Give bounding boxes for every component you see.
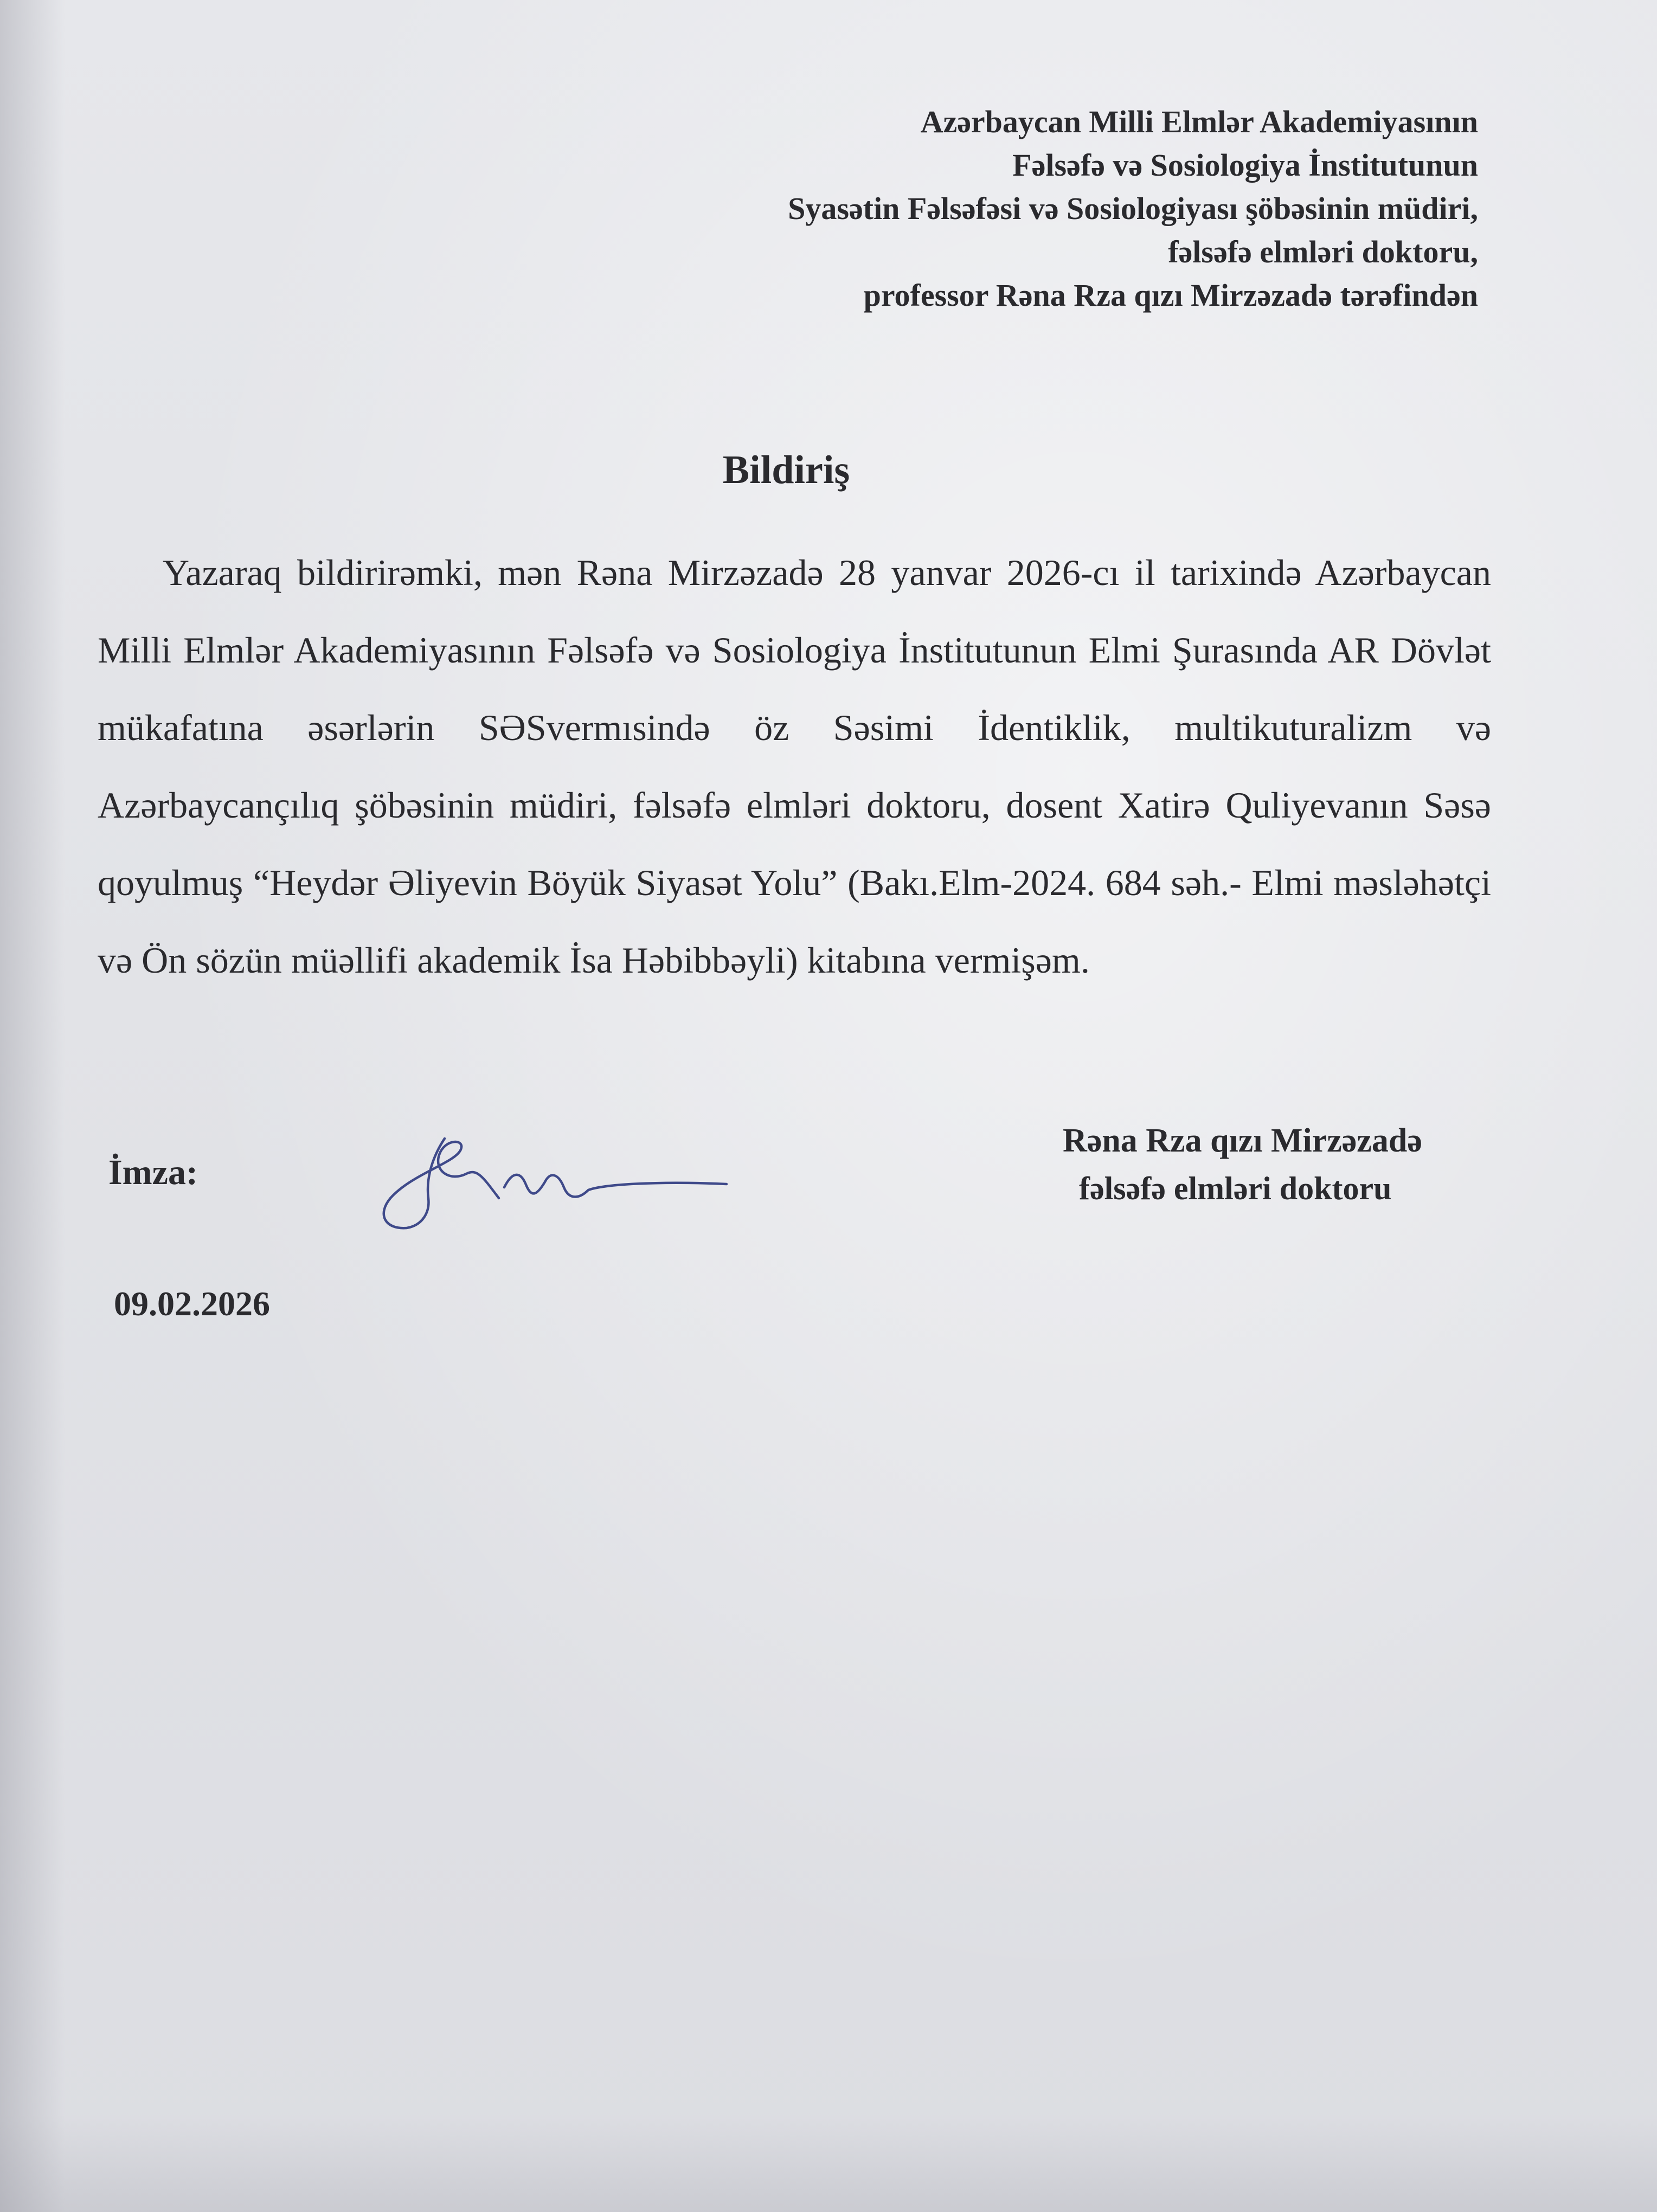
document-title: Bildiriş bbox=[722, 448, 850, 492]
signer-degree: fəlsəfə elmləri doktoru bbox=[1079, 1171, 1392, 1206]
header-line-degree: fəlsəfə elmləri doktoru, bbox=[1168, 234, 1478, 269]
header-line-department: Syasətin Fəlsəfəsi və Sosiologiyası şöbəsinin müdiri, bbox=[788, 191, 1478, 226]
page-shadow-left bbox=[0, 0, 65, 2212]
document-date: 09.02.2026 bbox=[114, 1284, 270, 1323]
handwritten-signature bbox=[374, 1117, 743, 1242]
page-shadow-bottom bbox=[0, 2114, 1657, 2212]
header-line-institute: Fəlsəfə və Sosiologiya İnstitutunun bbox=[1012, 147, 1478, 183]
header-line-academy: Azərbaycan Milli Elmlər Akademiyasının bbox=[920, 104, 1478, 139]
header-line-author: professor Rəna Rza qızı Mirzəzadə tərəfindən bbox=[863, 278, 1478, 313]
sender-header bbox=[556, 100, 1478, 317]
statement-paragraph: Yazaraq bildirirəmki, mən Rəna Mirzəzadə 28 yanvar 2026-cı il tarixində Azərbaycan Milli Elmlər Akademiyasının Fəlsəfə və Sosiologiya İnstitutunun Elmi Şurasında AR Dövlət mükafatına əsərlərin SƏSvermısində öz Səsimi İdentiklik, multikuturalizm və Azərbaycançılıq şöbəsinin müdiri, fəlsəfə elmləri doktoru, dosent Xatirə Quliyevanın Səsə qoyulmuş “Heydər Əliyevin Böyük Siyasət Yolu” (Bakı.Elm-2024. 684 səh.- Elmi məsləhətçi və Ön sözün müəllifi akademik İsa Həbibbəyli) kitabına vermişəm. bbox=[98, 552, 1491, 981]
signer-block bbox=[1063, 1117, 1422, 1212]
signature-label: İmza: bbox=[108, 1153, 198, 1192]
signer-name: Rəna Rza qızı Mirzəzadə bbox=[1063, 1122, 1422, 1159]
